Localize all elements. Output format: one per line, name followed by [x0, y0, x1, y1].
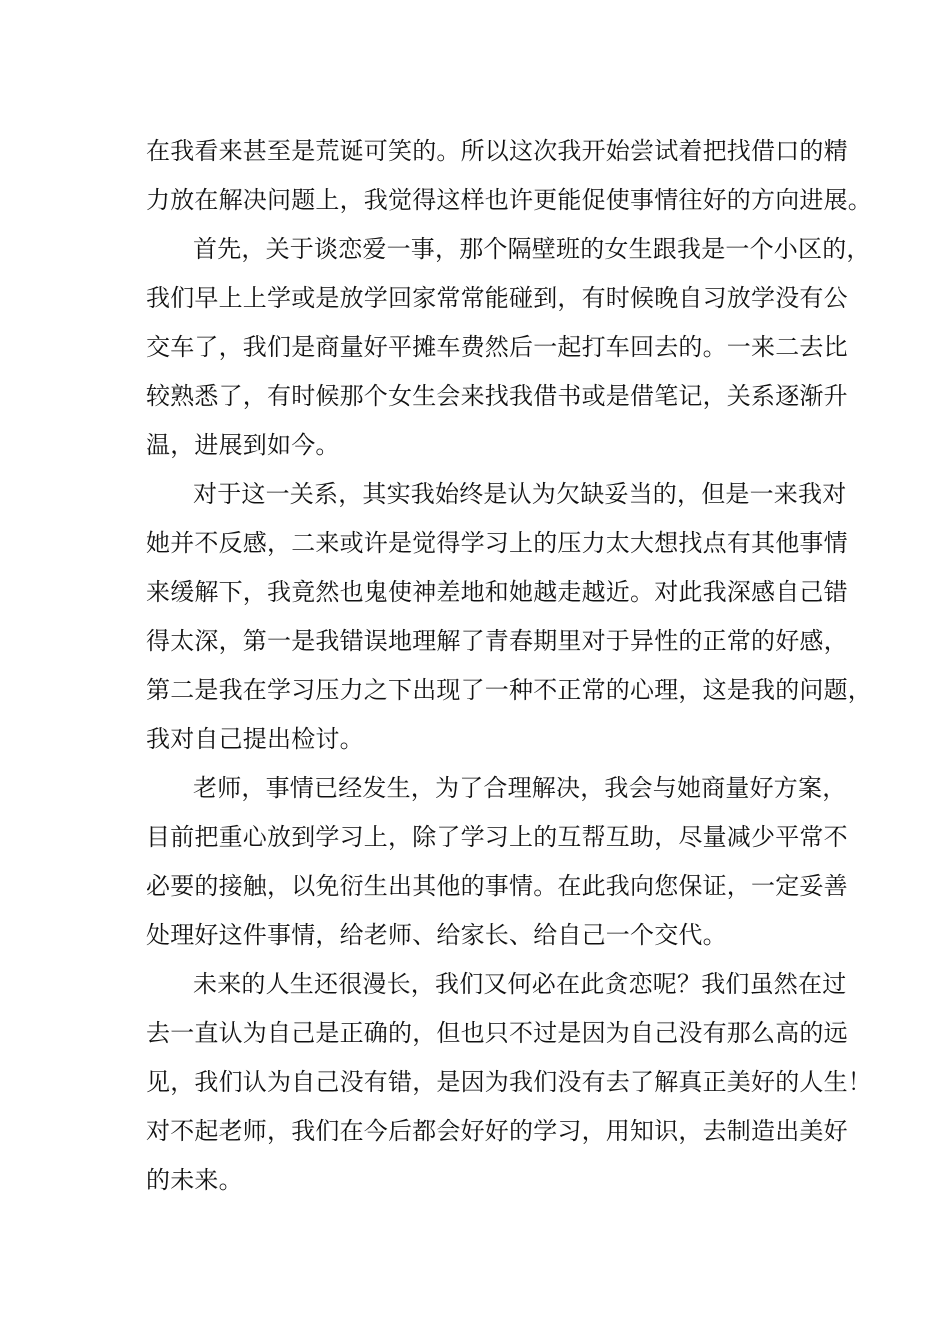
paragraph-line: 第二是我在学习压力之下出现了一种不正常的心理，这是我的问题， — [146, 676, 872, 704]
paragraph-1 — [146, 127, 872, 225]
paragraph-line: 老师，事情已经发生，为了合理解决，我会与她商量好方案， — [193, 774, 847, 802]
paragraph-line: 我对自己提出检讨。 — [146, 725, 364, 753]
document-body — [146, 127, 872, 1205]
paragraph-line: 她并不反感，二来或许是觉得学习上的压力太大想找点有其他事情 — [146, 529, 848, 557]
paragraph-5 — [146, 960, 872, 1205]
paragraph-line: 的未来。 — [146, 1166, 243, 1194]
paragraph-3 — [146, 470, 872, 764]
paragraph-line: 对不起老师，我们在今后都会好好的学习，用知识，去制造出美好 — [146, 1117, 848, 1145]
paragraph-line: 来缓解下，我竟然也鬼使神差地和她越走越近。对此我深感自己错 — [146, 578, 848, 606]
paragraph-line: 交车了，我们是商量好平摊车费然后一起打车回去的。一来二去比 — [146, 333, 848, 361]
paragraph-line: 处理好这件事情，给老师、给家长、给自己一个交代。 — [146, 921, 727, 949]
paragraph-line: 首先，关于谈恋爱一事，那个隔壁班的女生跟我是一个小区的， — [193, 235, 871, 263]
paragraph-line: 温，进展到如今。 — [146, 431, 340, 459]
paragraph-4 — [146, 764, 848, 960]
paragraph-line: 在我看来甚至是荒诞可笑的。所以这次我开始尝试着把找借口的精 — [146, 137, 848, 165]
paragraph-2 — [146, 225, 871, 470]
paragraph-line: 我们早上上学或是放学回家常常能碰到，有时候晚自习放学没有公 — [146, 284, 848, 312]
paragraph-line: 力放在解决问题上，我觉得这样也许更能促使事情往好的方向进展。 — [146, 186, 872, 214]
paragraph-line: 对于这一关系，其实我始终是认为欠缺妥当的，但是一来我对 — [193, 480, 847, 508]
paragraph-line: 见，我们认为自己没有错，是因为我们没有去了解真正美好的人生！ — [146, 1068, 872, 1096]
paragraph-line: 得太深，第一是我错误地理解了青春期里对于异性的正常的好感， — [146, 627, 848, 655]
paragraph-line: 去一直认为自己是正确的，但也只不过是因为自己没有那么高的远 — [146, 1019, 848, 1047]
paragraph-line: 必要的接触，以免衍生出其他的事情。在此我向您保证，一定妥善 — [146, 872, 848, 900]
paragraph-line: 目前把重心放到学习上，除了学习上的互帮互助，尽量减少平常不 — [146, 823, 848, 851]
paragraph-line: 较熟悉了，有时候那个女生会来找我借书或是借笔记，关系逐渐升 — [146, 382, 848, 410]
paragraph-line: 未来的人生还很漫长，我们又何必在此贪恋呢？我们虽然在过 — [193, 970, 847, 998]
